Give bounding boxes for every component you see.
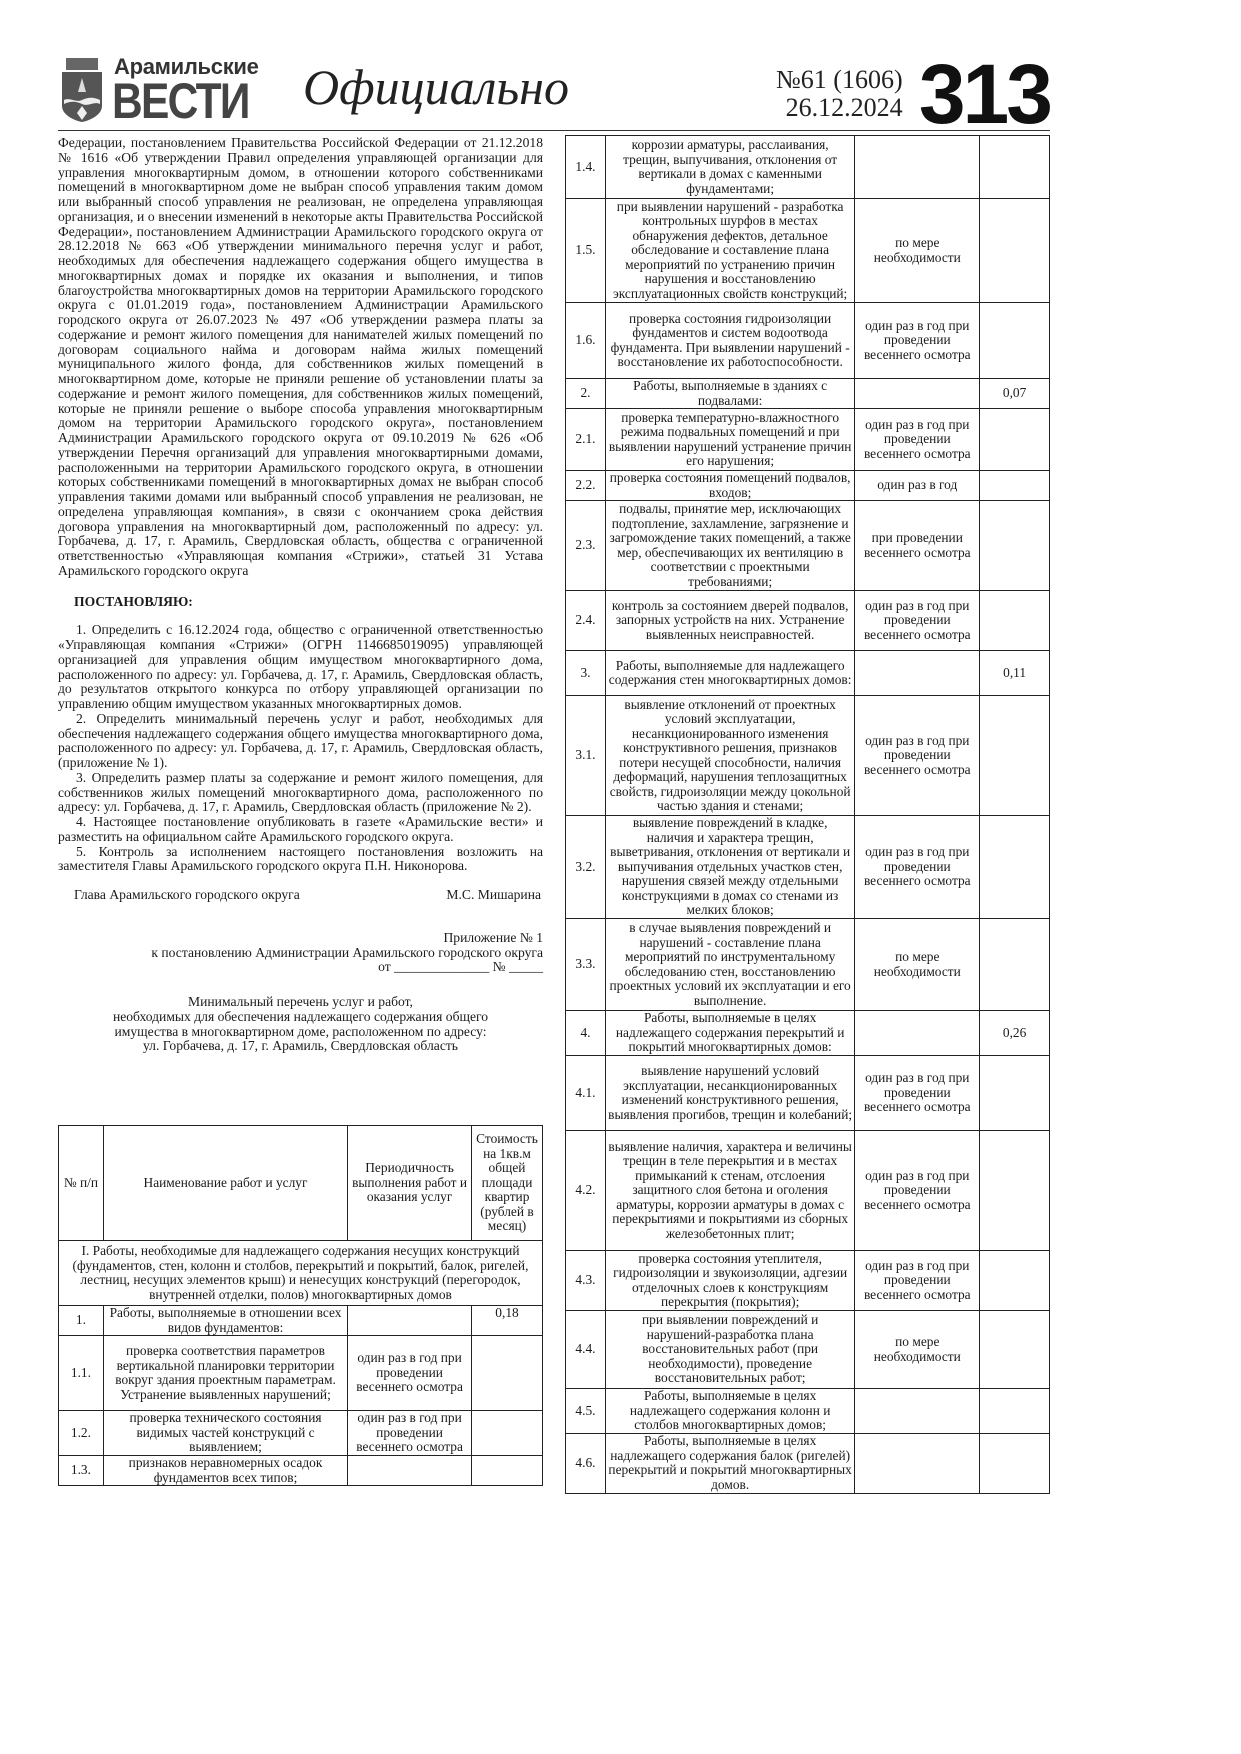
cell-name: Работы, выполняемые в целях надлежащего содержания колонн и столбов многоквартирных домов; (605, 1389, 854, 1434)
cell-period: один раз в год (855, 471, 980, 501)
coat-of-arms-logo (58, 54, 106, 122)
list-title (98, 995, 503, 1054)
cell-cost: 0,18 (472, 1306, 543, 1336)
cell-period: один раз в год при проведении весеннего осмотра (855, 1251, 980, 1311)
brand-name-line1: Арамильские (114, 54, 259, 79)
cell-name: признаков неравномерных осадок фундаментов всех типов; (103, 1456, 347, 1486)
cell-name: проверка состояния утеплителя, гидроизоляции и звукоизоляции, адгезии отделочных слоев к конструкциям перекрытия (покрытия); (605, 1251, 854, 1311)
cell-period: один раз в год при проведении весеннего осмотра (348, 1336, 472, 1411)
cell-name: Работы, выполняемые в целях надлежащего содержания перекрытий и покрытий многоквартирных домов: (605, 1011, 854, 1056)
cell-num: 4.2. (566, 1131, 606, 1251)
section-i-title: I. Работы, необходимые для надлежащего содержания несущих конструкций (фундаментов, стен, колонн и столбов, перекрытий и покрытий, балок, ригелей, лестниц, несущих элементов крыш) и ненесущих конструкций (перегородок, внутренней отделки, полов) многоквартирных домов (59, 1241, 543, 1306)
list-title-line: Минимальный перечень услуг и работ, (188, 994, 413, 1009)
cell-period (348, 1456, 472, 1486)
cell-period (855, 379, 980, 409)
cell-num: 2.4. (566, 591, 606, 651)
cell-num: 4.3. (566, 1251, 606, 1311)
cell-cost (980, 1056, 1050, 1131)
issue-number: №61 (1606) (776, 65, 903, 94)
appendix-title: Приложение № 1 (443, 929, 543, 945)
cell-name: проверка состояния помещений подвалов, входов; (605, 471, 854, 501)
cell-cost (980, 471, 1050, 501)
cell-cost: 0,26 (980, 1011, 1050, 1056)
table-row (566, 409, 1050, 471)
cell-num: 3.3. (566, 919, 606, 1011)
table-row (566, 919, 1050, 1011)
table-row (566, 303, 1050, 379)
cell-cost (472, 1456, 543, 1486)
cell-cost (980, 199, 1050, 303)
table-row (566, 1389, 1050, 1434)
cell-period: один раз в год при проведении весеннего осмотра (855, 696, 980, 816)
cell-num: 1.5. (566, 199, 606, 303)
table-row (566, 1056, 1050, 1131)
table-row (566, 1131, 1050, 1251)
cell-num: 1.3. (59, 1456, 104, 1486)
clause: 5. Контроль за исполнением настоящего постановления возложить на заместителя Главы Арамильского городского округа П.Н. Никонорова. (58, 843, 543, 874)
table-header-row (59, 1126, 543, 1241)
cell-cost (472, 1336, 543, 1411)
header-cost: Стоимость на 1кв.м общей площади квартир (рублей в месяц) (472, 1126, 543, 1241)
cell-num: 4.5. (566, 1389, 606, 1434)
cell-cost: 0,11 (980, 651, 1050, 696)
table-row (566, 651, 1050, 696)
cell-cost (980, 136, 1050, 199)
cell-num: 4.4. (566, 1311, 606, 1389)
section-row (59, 1241, 543, 1306)
cell-cost (980, 591, 1050, 651)
cell-cost (980, 1131, 1050, 1251)
section-title: Официально (303, 59, 569, 115)
list-title-line: необходимых для обеспечения надлежащего содержания общего имущества в многоквартирном доме, расположенном по адресу: (112, 1008, 489, 1039)
cell-num: 4.1. (566, 1056, 606, 1131)
cell-name: Работы, выполняемые в зданиях с подвалами: (605, 379, 854, 409)
appendix-header (58, 931, 543, 975)
header-name: Наименование работ и услуг (103, 1126, 347, 1241)
cell-period: один раз в год при проведении весеннего осмотра (348, 1411, 472, 1456)
clause: 4. Настоящее постановление опубликовать в газете «Арамильские вести» и разместить на официальном сайте Арамильского городского округа. (58, 814, 543, 844)
table-row (566, 1433, 1050, 1493)
table-row (566, 379, 1050, 409)
cell-name: проверка температурно-влажностного режима подвальных помещений и при выявлении нарушений устранение причин его нарушения; (605, 409, 854, 471)
cell-name: Работы, выполняемые для надлежащего содержания стен многоквартирных домов: (605, 651, 854, 696)
cell-name: выявление нарушений условий эксплуатации, несанкционированных изменений конструктивного решения, выявления прогибов, трещин и колебаний; (605, 1056, 854, 1131)
cell-num: 1.6. (566, 303, 606, 379)
clause: 1. Определить с 16.12.2024 года, общество с ограниченной ответственностью «Управляющая компания «Стрижи» (ОГРН 1146685019095) управляющей организацией для управления общим имуществом многоквартирного дома, расположенного по адресу: ул. Горбачева, д. 17, г. Арамиль, Свердловская область, до результатов открытого конкурса по отбору управляющей организации по управлению общим имуществом указанных многоквартирных домов. (58, 622, 543, 711)
list-title-line: ул. Горбачева, д. 17, г. Арамиль, Свердловская область (142, 1038, 458, 1054)
cell-name: проверка соответствия параметров вертикальной планировки территории вокруг здания проектным параметрам. Устранение выявленных нарушений; (103, 1336, 347, 1411)
decree-heading: ПОСТАНОВЛЯЮ: (74, 593, 193, 609)
cell-cost (980, 409, 1050, 471)
cell-cost (980, 1389, 1050, 1434)
brand-name-line2: ВЕСТИ (112, 73, 249, 129)
table-row (59, 1306, 543, 1336)
appendix-date-line: от ______________ № _____ (378, 959, 543, 975)
signatory-name: М.С. Мишарина (446, 887, 541, 902)
cell-cost (980, 1311, 1050, 1389)
cell-name: подвалы, принятие мер, исключающих подтопление, захламление, загрязнение и загромождение таких помещений, а также мер, обеспечивающих их вентиляцию в соответствии с проектными требованиями; (605, 501, 854, 591)
cell-name: контроль за состоянием дверей подвалов, запорных устройств на них. Устранение выявленных неисправностей. (605, 591, 854, 651)
table-row (566, 136, 1050, 199)
cell-num: 3.2. (566, 816, 606, 919)
cell-name: коррозии арматуры, расслаивания, трещин, выпучивания, отклонения от вертикали в домах с каменными фундаментами; (605, 136, 854, 199)
cell-name: выявление отклонений от проектных условий эксплуатации, несанкционированного изменения конструктивного решения, признаков потери несущей способности, наличия деформаций, нарушения теплозащитных свойств, гидроизоляции между цокольной частью здания и стенами; (605, 696, 854, 816)
page-number: 313 (918, 47, 1050, 141)
table-row (566, 696, 1050, 816)
cell-name: выявление повреждений в кладке, наличия и характера трещин, выветривания, отклонения от вертикали и выпучивания отдельных участков стен, нарушения связей между отдельными конструкциями в домах со стенами из мелких блоков; (605, 816, 854, 919)
signatory-position: Глава Арамильского городского округа (74, 887, 300, 902)
cell-cost (980, 501, 1050, 591)
cell-name: Работы, выполняемые в целях надлежащего содержания балок (ригелей) перекрытий и покрытий многоквартирных домов. (605, 1433, 854, 1493)
cell-period: один раз в год при проведении весеннего осмотра (855, 1131, 980, 1251)
cell-cost: 0,07 (980, 379, 1050, 409)
cell-num: 1.2. (59, 1411, 104, 1456)
clause: 3. Определить размер платы за содержание и ремонт жилого помещения, для собственников жилых помещений многоквартирного дома, расположенного по адресу: ул. Горбачева, д. 17, г. Арамиль, Свердловская область (приложение № 2). (58, 769, 543, 815)
table-row (566, 1251, 1050, 1311)
issue-date: 26.12.2024 (785, 93, 903, 122)
cell-num: 2.1. (566, 409, 606, 471)
cell-num: 2.2. (566, 471, 606, 501)
cell-period: один раз в год при проведении весеннего осмотра (855, 1056, 980, 1131)
cell-period (855, 651, 980, 696)
cell-cost (980, 696, 1050, 816)
cell-period: один раз в год при проведении весеннего осмотра (855, 303, 980, 379)
cell-name: проверка технического состояния видимых частей конструкций с выявлением; (103, 1411, 347, 1456)
table-row (566, 471, 1050, 501)
cell-num: 4.6. (566, 1433, 606, 1493)
cell-num: 2. (566, 379, 606, 409)
table-row (566, 1011, 1050, 1056)
cell-cost (980, 919, 1050, 1011)
left-column (58, 136, 543, 1054)
cell-cost (980, 303, 1050, 379)
cell-num: 1.4. (566, 136, 606, 199)
table-row (566, 816, 1050, 919)
cell-period (855, 1389, 980, 1434)
table-row (566, 199, 1050, 303)
cell-num: 1.1. (59, 1336, 104, 1411)
cell-cost (980, 1433, 1050, 1493)
cell-name: при выявлении нарушений - разработка контрольных шурфов в местах обнаружения дефектов, детальное обследование и составление плана мероприятий по устранению причин нарушения и восстановлению эксплуатационных свойств конструкций; (605, 199, 854, 303)
clause: 2. Определить минимальный перечень услуг и работ, необходимых для обеспечения надлежащего содержания общего имущества многоквартирного дома, расположенного по адресу: ул. Горбачева, д. 17, г. Арамиль, Свердловская область, (приложение № 1). (58, 710, 543, 770)
cell-period (855, 1433, 980, 1493)
intro-paragraph: Федерации, постановлением Правительства Российской Федерации от 21.12.2018 № 1616 «Об утверждении Правил определения управляющей организации для управления многоквартирным домом, в отношении которого собственниками помещений в многоквартирном доме не выбран способ управления таким домом или выбранный способ управления не реализован, не определена управляющая организация, и о внесении изменений в некоторые акты Правительства Российской Федерации», постановлением Администрации Арамильского городского округа от 28.12.2018 № 663 «Об утверждении минимального перечня услуг и работ, необходимых для обеспечения надлежащего содержания общего имущества в многоквартирных домах и порядке их оказания и выполнения, и типов благоустройства многоквартирных домов на территории Арамильского городского округа с 01.01.2019 года», постановлением Администрации Арамильского городского округа от 26.07.2023 № 497 «Об утверждении размера платы за содержание и ремонт жилого помещения для нанимателей жилых помещений по договорам социального найма и договорам найма жилых помещений муниципального жилого фонда, для собственников жилых помещений в многоквартирном доме, которые не приняли решение об установлении платы за содержание и ремонт жилого помещения, для собственников жилых помещений, которые не приняли решение о выборе способа управления многоквартирным домом на территории Арамильского городского округа», постановлением Администрации Арамильского городского округа от 09.10.2019 № 626 «Об утверждении Перечня организаций для управления многоквартирными домами, расположенными на территории Арамильского городского округа, в отношении которых собственниками помещений в многоквартирных домах не выбран способ управления такими домами или выбранный способ управления не реализован, не определена управляющая компания», в связи с окончанием срока действия договора управления на многоквартирный дом, расположенный по адресу: ул. Горбачева, д. 17, г. Арамиль, Свердловская область, общества с ограниченной ответственностью «Управляющая компания «Стрижи», статьей 31 Устава Арамильского городского округа (58, 135, 543, 578)
signature-block (58, 888, 543, 903)
table-row (59, 1336, 543, 1411)
cell-name: проверка состояния гидроизоляции фундаментов и систем водоотвода фундамента. При выявлении нарушений - восстановление их работоспособности. (605, 303, 854, 379)
cell-num: 4. (566, 1011, 606, 1056)
cell-period: по мере необходимости (855, 199, 980, 303)
cell-period: по мере необходимости (855, 1311, 980, 1389)
cell-period: по мере необходимости (855, 919, 980, 1011)
cell-period: один раз в год при проведении весеннего осмотра (855, 591, 980, 651)
cell-period (855, 136, 980, 199)
cell-period (855, 1011, 980, 1056)
cell-cost (980, 816, 1050, 919)
cell-num: 1. (59, 1306, 104, 1336)
table-row (566, 591, 1050, 651)
header-num: № п/п (59, 1126, 104, 1241)
header-period: Периодичность выполнения работ и оказания услуг (348, 1126, 472, 1241)
cell-period: один раз в год при проведении весеннего осмотра (855, 409, 980, 471)
masthead (58, 47, 1050, 141)
services-table-right (565, 135, 1050, 1494)
cell-period: при проведении весеннего осмотра (855, 501, 980, 591)
table-row (566, 1311, 1050, 1389)
cell-name: выявление наличия, характера и величины трещин в теле перекрытия и в местах примыканий к стенам, отслоения защитного слоя бетона и оголения арматуры, коррозии арматуры в домах с перекрытиями и покрытиями из сборных железобетонных плит; (605, 1131, 854, 1251)
cell-name: при выявлении повреждений и нарушений-разработка плана восстановительных работ (при необходимости), проведение восстановительных работ; (605, 1311, 854, 1389)
cell-period (348, 1306, 472, 1336)
cell-period: один раз в год при проведении весеннего осмотра (855, 816, 980, 919)
header-divider (58, 130, 1050, 131)
cell-cost (980, 1251, 1050, 1311)
cell-num: 3.1. (566, 696, 606, 816)
cell-num: 2.3. (566, 501, 606, 591)
table-row (566, 501, 1050, 591)
issue-info (776, 66, 903, 122)
services-table-left (58, 1125, 543, 1486)
cell-name: Работы, выполняемые в отношении всех видов фундаментов: (103, 1306, 347, 1336)
cell-name: в случае выявления повреждений и нарушений - составление плана мероприятий по инструментальному обследованию стен, восстановлению проектных условий их эксплуатации и его выполнение. (605, 919, 854, 1011)
table-row (59, 1411, 543, 1456)
cell-num: 3. (566, 651, 606, 696)
appendix-subtitle: к постановлению Администрации Арамильского городского округа (151, 944, 543, 960)
cell-cost (472, 1411, 543, 1456)
table-row (59, 1456, 543, 1486)
